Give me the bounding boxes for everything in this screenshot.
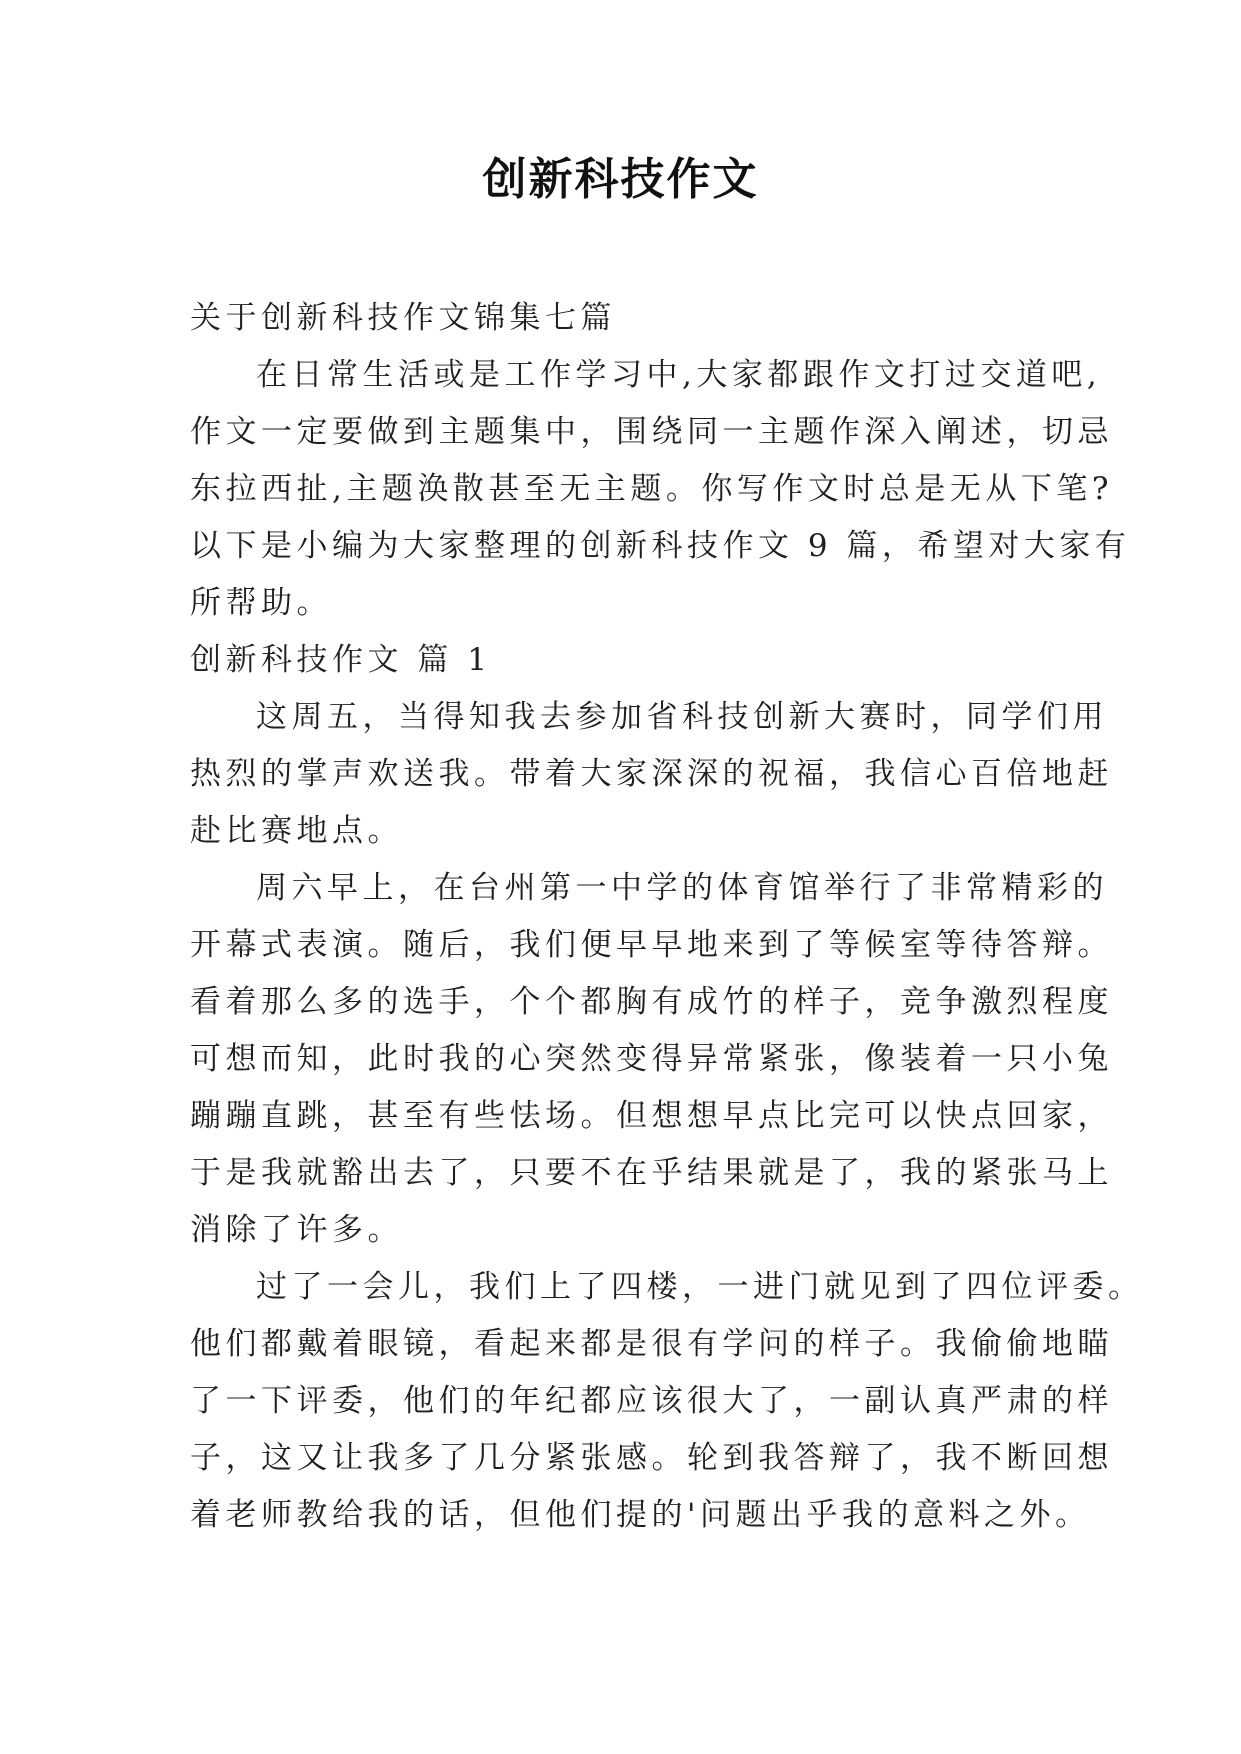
paragraph-line: 作文一定要做到主题集中，围绕同一主题作深入阐述，切忌 (190, 414, 1113, 450)
paragraph-line: 可想而知，此时我的心突然变得异常紧张，像装着一只小兔 (190, 1041, 1113, 1077)
paragraph-line: 赴比赛地点。 (190, 813, 403, 849)
paragraph-line: 蹦蹦直跳，甚至有些怯场。但想想早点比完可以快点回家， (190, 1098, 1113, 1134)
paragraph-line: 过了一会儿，我们上了四楼，一进门就见到了四位评委。 (256, 1269, 1144, 1305)
paragraph-line: 消除了许多。 (190, 1212, 403, 1248)
paragraph-line: 东拉西扯,主题涣散甚至无主题。你写作文时总是无从下笔? (190, 471, 1113, 507)
paragraph-line: 了一下评委，他们的年纪都应该很大了，一副认真严肃的样 (190, 1383, 1113, 1419)
paragraph-line: 在日常生活或是工作学习中,大家都跟作文打过交道吧, (256, 357, 1102, 393)
paragraph-line: 看着那么多的选手，个个都胸有成竹的样子，竞争激烈程度 (190, 984, 1113, 1020)
paragraph-line: 周六早上，在台州第一中学的体育馆举行了非常精彩的 (256, 870, 1108, 906)
section-heading: 创新科技作文 篇 1 (190, 642, 492, 678)
paragraph-line: 热烈的掌声欢送我。带着大家深深的祝福，我信心百倍地赶 (190, 756, 1113, 792)
paragraph-line: 以下是小编为大家整理的创新科技作文 9 篇，希望对大家有 (190, 528, 1131, 564)
paragraph-line: 这周五，当得知我去参加省科技创新大赛时，同学们用 (256, 699, 1108, 735)
paragraph-line: 于是我就豁出去了，只要不在乎结果就是了，我的紧张马上 (190, 1155, 1113, 1191)
paragraph-line: 他们都戴着眼镜，看起来都是很有学问的样子。我偷偷地瞄 (190, 1326, 1113, 1362)
subtitle-line: 关于创新科技作文锦集七篇 (190, 300, 616, 336)
paragraph-line: 着老师教给我的话，但他们提的'问题出乎我的意料之外。 (190, 1497, 1091, 1533)
document-title: 创新科技作文 (482, 154, 759, 205)
paragraph-line: 开幕式表演。随后，我们便早早地来到了等候室等待答辩。 (190, 927, 1113, 963)
paragraph-line: 子，这又让我多了几分紧张感。轮到我答辩了，我不断回想 (190, 1440, 1113, 1476)
paragraph-line: 所帮助。 (190, 585, 332, 621)
